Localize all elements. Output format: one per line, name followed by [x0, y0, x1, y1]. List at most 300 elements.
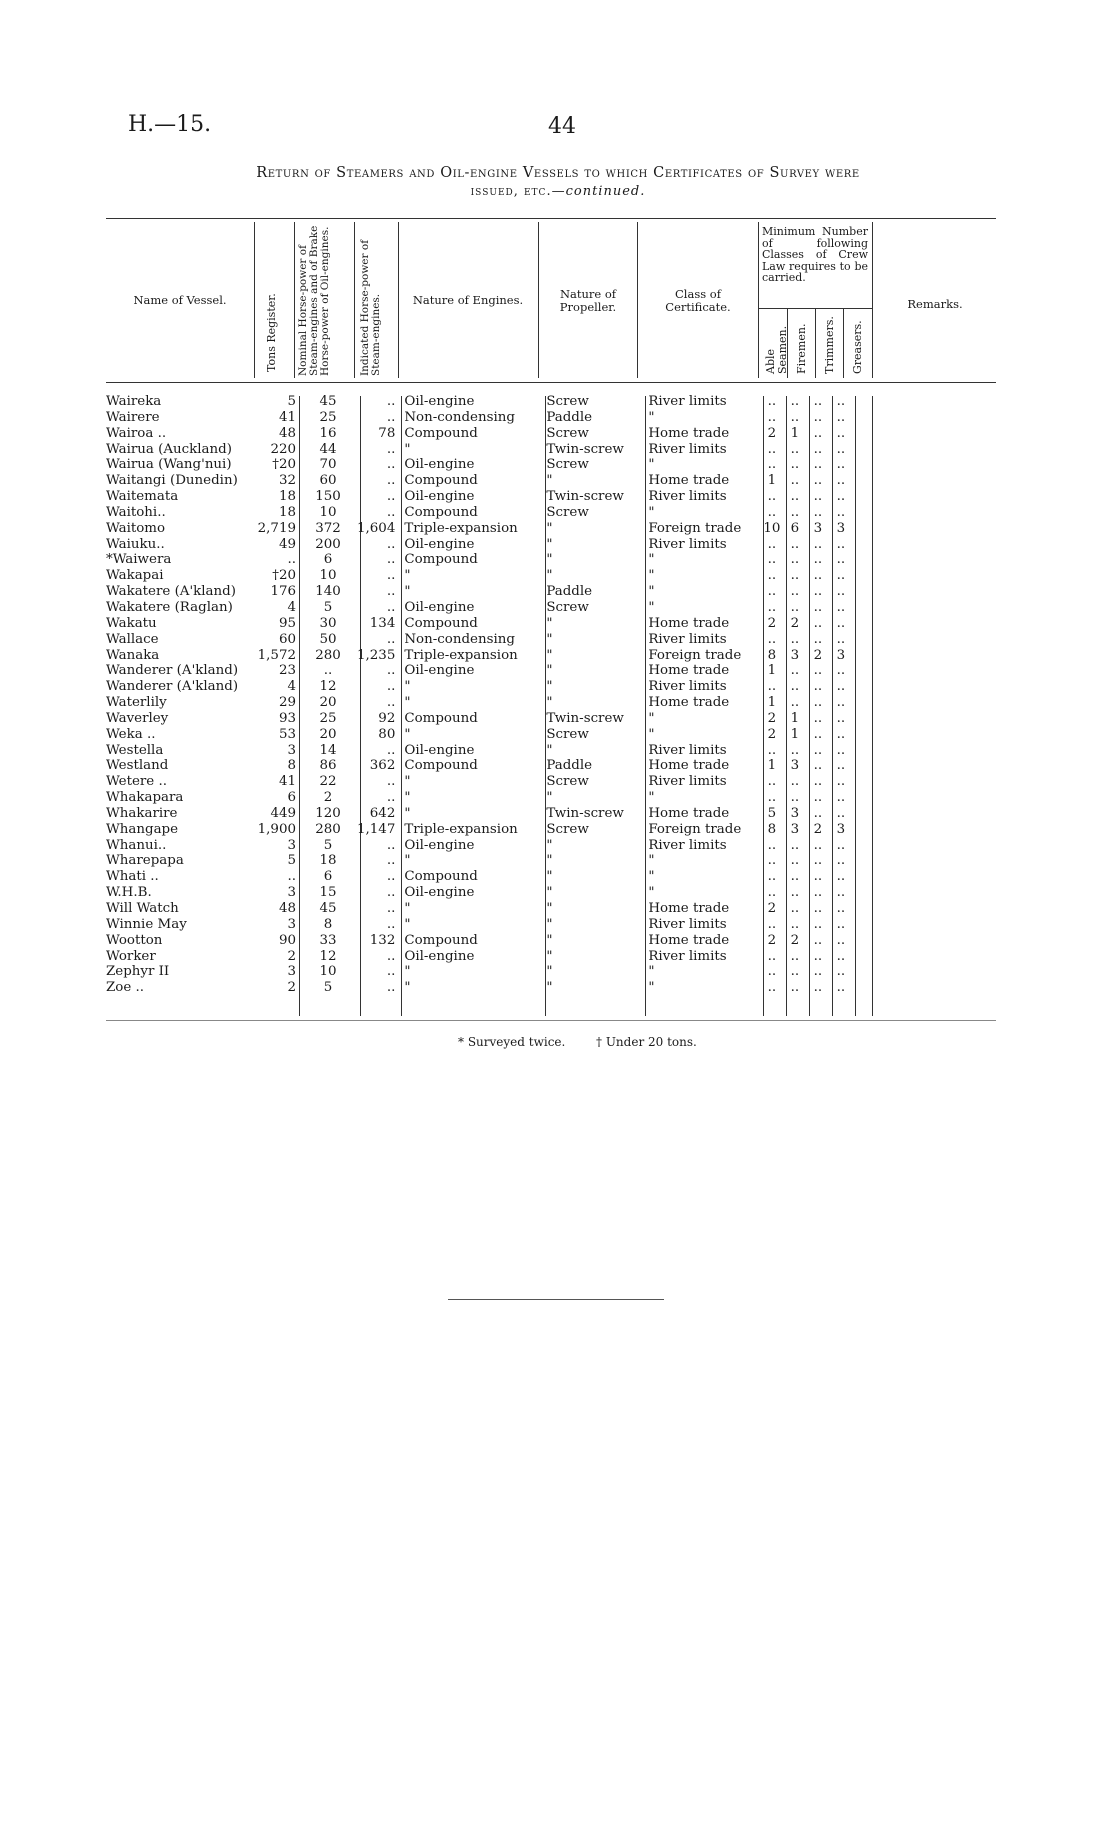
nature-of-engines: ": [404, 568, 411, 584]
indicated-horse-power: 134: [369, 615, 396, 631]
tons-register: 4: [287, 679, 296, 695]
end-rule: [448, 1299, 664, 1300]
greasers: ..: [836, 948, 846, 964]
vessel-name: Wallace: [106, 631, 159, 647]
nominal-horse-power: 70: [319, 457, 337, 473]
header-tons-register: Tons Register.: [265, 293, 278, 372]
able-seamen: 2: [767, 932, 777, 948]
vessel-name: Whakapara: [106, 790, 184, 806]
firemen: ..: [790, 695, 800, 711]
indicated-horse-power: ..: [386, 964, 396, 980]
nominal-horse-power: ..: [323, 663, 333, 679]
able-seamen: ..: [767, 916, 777, 932]
nominal-horse-power: 10: [319, 504, 337, 520]
able-seamen: 2: [767, 710, 777, 726]
nominal-horse-power: 25: [319, 409, 337, 425]
able-seamen: 5: [767, 805, 777, 821]
indicated-horse-power: ..: [386, 409, 396, 425]
able-seamen: ..: [767, 584, 777, 600]
indicated-horse-power: ..: [386, 679, 396, 695]
header-nominal-horse-power: Nominal Horse-power of Steam-engines and of Brake Horse-power of Oil-engines.: [297, 225, 331, 376]
nature-of-propeller: Screw: [546, 457, 589, 473]
class-of-certificate: River limits: [648, 536, 727, 552]
able-seamen: ..: [767, 457, 777, 473]
indicated-horse-power: ..: [386, 394, 396, 409]
nature-of-engines: Compound: [404, 425, 478, 441]
indicated-horse-power: ..: [386, 552, 396, 568]
tons-register: 8: [287, 758, 296, 774]
greasers: ..: [836, 441, 846, 457]
nature-of-engines: Oil-engine: [404, 536, 475, 552]
table-row: [106, 774, 967, 790]
nature-of-engines: Non-condensing: [404, 409, 515, 425]
able-seamen: ..: [767, 552, 777, 568]
firemen: ..: [790, 489, 800, 505]
trimmers: 2: [813, 647, 823, 663]
vessel-name: Wetere ..: [106, 774, 167, 790]
tons-register: 449: [270, 805, 296, 821]
table-row: [106, 600, 967, 616]
nature-of-propeller: ": [546, 473, 553, 489]
nature-of-propeller: ": [546, 695, 553, 711]
greasers: ..: [836, 901, 846, 916]
header-crew-minimum: Minimum Number of following Classes of Crew Law requires to be carried.: [762, 225, 868, 284]
tons-register: 1,900: [257, 821, 296, 837]
col-divider: [637, 222, 638, 378]
table-row: [106, 917, 967, 933]
trimmers: ..: [813, 457, 823, 473]
greasers: 3: [836, 647, 846, 663]
able-seamen: ..: [767, 631, 777, 647]
class-of-certificate: ": [648, 869, 655, 885]
tons-register: 3: [287, 837, 296, 853]
tons-register: 18: [278, 504, 296, 520]
indicated-horse-power: ..: [386, 869, 396, 885]
nominal-horse-power: 120: [315, 805, 341, 821]
nature-of-engines: ": [404, 853, 411, 869]
vessel-name: Wakatere (Raglan): [106, 599, 233, 615]
nominal-horse-power: 33: [319, 932, 337, 948]
firemen: 1: [790, 425, 800, 441]
table-row: [106, 806, 967, 822]
remarks: [852, 980, 967, 996]
class-of-certificate: ": [648, 790, 655, 806]
able-seamen: 8: [767, 647, 777, 663]
greasers: ..: [836, 710, 846, 726]
vessel-name: Winnie May: [106, 916, 187, 932]
nominal-horse-power: 6: [323, 869, 333, 885]
nature-of-engines: ": [404, 774, 411, 790]
firemen: ..: [790, 409, 800, 425]
trimmers: ..: [813, 869, 823, 885]
table-row: [106, 822, 967, 838]
class-of-certificate: ": [648, 726, 655, 742]
table-row: [106, 616, 967, 632]
remarks: [852, 442, 967, 458]
nature-of-propeller: Screw: [546, 599, 589, 615]
firemen: ..: [790, 980, 800, 996]
firemen: ..: [790, 869, 800, 885]
nominal-horse-power: 44: [319, 441, 337, 457]
trimmers: 2: [813, 821, 823, 837]
nature-of-propeller: ": [546, 568, 553, 584]
firemen: 3: [790, 647, 800, 663]
indicated-horse-power: 132: [369, 932, 396, 948]
greasers: ..: [836, 394, 846, 409]
col-divider: [354, 222, 355, 378]
greasers: ..: [836, 599, 846, 615]
nature-of-propeller: Screw: [546, 394, 589, 409]
trimmers: ..: [813, 932, 823, 948]
class-of-certificate: ": [648, 599, 655, 615]
firemen: ..: [790, 742, 800, 758]
table-row: [106, 901, 967, 917]
remarks: [852, 711, 967, 727]
col-divider: [758, 222, 759, 378]
nominal-horse-power: 18: [319, 853, 337, 869]
nature-of-engines: Compound: [404, 758, 478, 774]
nominal-horse-power: 2: [323, 790, 333, 806]
nominal-horse-power: 5: [323, 837, 333, 853]
header-nature-of-engines: Nature of Engines.: [412, 293, 524, 307]
table-row: [106, 964, 967, 980]
nominal-horse-power: 16: [319, 425, 337, 441]
nature-of-engines: ": [404, 964, 411, 980]
vessel-name: Wootton: [106, 932, 163, 948]
nature-of-propeller: Paddle: [546, 758, 593, 774]
able-seamen: ..: [767, 885, 777, 901]
nominal-horse-power: 150: [315, 489, 341, 505]
tons-register: 3: [287, 885, 296, 901]
nature-of-engines: ": [404, 726, 411, 742]
nature-of-propeller: ": [546, 932, 553, 948]
trimmers: ..: [813, 901, 823, 916]
greasers: ..: [836, 758, 846, 774]
firemen: ..: [790, 774, 800, 790]
nature-of-engines: ": [404, 805, 411, 821]
tons-register: 5: [287, 394, 296, 409]
trimmers: ..: [813, 663, 823, 679]
nominal-horse-power: 45: [319, 901, 337, 916]
table-row: [106, 758, 967, 774]
header-greasers: Greasers.: [851, 320, 864, 374]
indicated-horse-power: 1,235: [357, 647, 396, 663]
trimmers: ..: [813, 679, 823, 695]
able-seamen: ..: [767, 568, 777, 584]
tons-register: 18: [278, 489, 296, 505]
firemen: ..: [790, 584, 800, 600]
vessel-name: Whakarire: [106, 805, 178, 821]
remarks: [852, 426, 967, 442]
indicated-horse-power: 92: [378, 710, 396, 726]
firemen: 3: [790, 805, 800, 821]
col-divider: [254, 222, 255, 378]
vessel-name: Whati ..: [106, 869, 159, 885]
class-of-certificate: ": [648, 885, 655, 901]
nature-of-propeller: Twin-screw: [546, 805, 624, 821]
remarks: [852, 774, 967, 790]
indicated-horse-power: ..: [386, 885, 396, 901]
class-of-certificate: River limits: [648, 742, 727, 758]
indicated-horse-power: ..: [386, 948, 396, 964]
able-seamen: 2: [767, 901, 777, 916]
vessel-name: Wakapai: [106, 568, 164, 584]
nature-of-propeller: ": [546, 885, 553, 901]
table-row: [106, 521, 967, 537]
indicated-horse-power: ..: [386, 916, 396, 932]
remarks: [852, 964, 967, 980]
nominal-horse-power: 12: [319, 948, 337, 964]
tons-register: 23: [278, 663, 296, 679]
indicated-horse-power: ..: [386, 489, 396, 505]
nature-of-propeller: ": [546, 663, 553, 679]
remarks: [852, 727, 967, 743]
trimmers: ..: [813, 473, 823, 489]
nature-of-propeller: ": [546, 615, 553, 631]
vessel-name: Whangape: [106, 821, 179, 837]
indicated-horse-power: 78: [378, 425, 396, 441]
able-seamen: 8: [767, 821, 777, 837]
trimmers: ..: [813, 758, 823, 774]
greasers: ..: [836, 631, 846, 647]
class-of-certificate: River limits: [648, 837, 727, 853]
firemen: ..: [790, 901, 800, 916]
nature-of-propeller: Screw: [546, 774, 589, 790]
indicated-horse-power: ..: [386, 457, 396, 473]
greasers: ..: [836, 916, 846, 932]
table-row: [106, 537, 967, 553]
vessel-name: Zoe ..: [106, 980, 145, 996]
nature-of-propeller: Screw: [546, 726, 589, 742]
nominal-horse-power: 372: [315, 520, 341, 536]
vessel-name: Wairua (Wang'nui): [106, 457, 232, 473]
remarks: [852, 457, 967, 473]
nominal-horse-power: 86: [319, 758, 337, 774]
firemen: ..: [790, 663, 800, 679]
nature-of-engines: Compound: [404, 615, 478, 631]
remarks: [852, 616, 967, 632]
nature-of-propeller: Screw: [546, 821, 589, 837]
indicated-horse-power: 1,147: [357, 821, 396, 837]
firemen: 2: [790, 932, 800, 948]
nature-of-propeller: ": [546, 901, 553, 916]
table-row: [106, 933, 967, 949]
firemen: ..: [790, 916, 800, 932]
greasers: ..: [836, 726, 846, 742]
remarks: [852, 901, 967, 917]
nature-of-engines: ": [404, 980, 411, 996]
class-of-certificate: Foreign trade: [648, 520, 742, 536]
nominal-horse-power: 8: [323, 916, 333, 932]
trimmers: ..: [813, 568, 823, 584]
nature-of-propeller: ": [546, 964, 553, 980]
indicated-horse-power: ..: [386, 853, 396, 869]
trimmers: ..: [813, 394, 823, 409]
class-of-certificate: River limits: [648, 394, 727, 409]
table-row: [106, 679, 967, 695]
nature-of-propeller: ": [546, 837, 553, 853]
indicated-horse-power: ..: [386, 742, 396, 758]
remarks: [852, 537, 967, 553]
tons-register: 49: [278, 536, 296, 552]
nature-of-engines: ": [404, 679, 411, 695]
class-of-certificate: ": [648, 964, 655, 980]
tons-register: 93: [278, 710, 296, 726]
table-row: [106, 838, 967, 854]
nature-of-engines: Oil-engine: [404, 663, 475, 679]
remarks: [852, 743, 967, 759]
nature-of-engines: Triple-expansion: [404, 520, 518, 536]
trimmers: 3: [813, 520, 823, 536]
class-of-certificate: ": [648, 568, 655, 584]
nominal-horse-power: 12: [319, 679, 337, 695]
greasers: 3: [836, 821, 846, 837]
col-divider: [843, 308, 844, 378]
col-divider: [872, 222, 873, 378]
tons-register: 2: [287, 948, 296, 964]
remarks: [852, 473, 967, 489]
vessel-name: Wanaka: [106, 647, 160, 663]
indicated-horse-power: 1,604: [357, 520, 396, 536]
remarks: [852, 552, 967, 568]
indicated-horse-power: ..: [386, 663, 396, 679]
nature-of-engines: ": [404, 790, 411, 806]
greasers: ..: [836, 964, 846, 980]
table-row: [106, 885, 967, 901]
tons-register: 3: [287, 964, 296, 980]
footnote-under-20-tons: † Under 20 tons.: [596, 1035, 697, 1049]
nature-of-propeller: ": [546, 647, 553, 663]
nature-of-engines: Oil-engine: [404, 489, 475, 505]
remarks: [852, 505, 967, 521]
nominal-horse-power: 200: [315, 536, 341, 552]
vessel-name: Whanui..: [106, 837, 167, 853]
remarks: [852, 917, 967, 933]
nature-of-propeller: Paddle: [546, 409, 593, 425]
class-of-certificate: Home trade: [648, 695, 730, 711]
tons-register: 2,719: [257, 520, 296, 536]
nominal-horse-power: 20: [319, 695, 337, 711]
header-class-of-certificate: Class of Certificate.: [665, 287, 731, 314]
table-row: [106, 394, 967, 410]
able-seamen: ..: [767, 679, 777, 695]
header-trimmers: Trimmers.: [823, 316, 836, 374]
nominal-horse-power: 20: [319, 726, 337, 742]
document-reference: H.—15.: [128, 112, 212, 137]
greasers: ..: [836, 425, 846, 441]
remarks: [852, 521, 967, 537]
class-of-certificate: River limits: [648, 441, 727, 457]
tons-register: 48: [278, 901, 296, 916]
nature-of-engines: Oil-engine: [404, 394, 475, 409]
header-top-rule: [106, 218, 996, 219]
class-of-certificate: Home trade: [648, 901, 730, 916]
trimmers: ..: [813, 853, 823, 869]
firemen: ..: [790, 790, 800, 806]
nominal-horse-power: 280: [315, 821, 341, 837]
nature-of-propeller: Twin-screw: [546, 441, 624, 457]
header-firemen: Firemen.: [795, 323, 808, 374]
able-seamen: ..: [767, 964, 777, 980]
col-divider: [815, 308, 816, 378]
indicated-horse-power: ..: [386, 536, 396, 552]
tons-register: 2: [287, 980, 296, 996]
firemen: ..: [790, 599, 800, 615]
firemen: ..: [790, 536, 800, 552]
remarks: [852, 790, 967, 806]
able-seamen: ..: [767, 837, 777, 853]
nominal-horse-power: 60: [319, 473, 337, 489]
remarks: [852, 695, 967, 711]
able-seamen: 1: [767, 695, 777, 711]
vessel-table: [106, 394, 967, 996]
firemen: ..: [790, 441, 800, 457]
remarks: [852, 758, 967, 774]
greasers: ..: [836, 742, 846, 758]
trimmers: ..: [813, 837, 823, 853]
nominal-horse-power: 280: [315, 647, 341, 663]
table-row: [106, 473, 967, 489]
greasers: ..: [836, 885, 846, 901]
nature-of-engines: Non-condensing: [404, 631, 515, 647]
firemen: ..: [790, 885, 800, 901]
trimmers: ..: [813, 774, 823, 790]
tons-register: 6: [287, 790, 296, 806]
nominal-horse-power: 140: [315, 584, 341, 600]
vessel-name: Waitohi..: [106, 504, 166, 520]
greasers: ..: [836, 504, 846, 520]
col-divider: [398, 222, 399, 378]
indicated-horse-power: ..: [386, 504, 396, 520]
greasers: ..: [836, 584, 846, 600]
header-indicated-horse-power: Indicated Horse-power of Steam-engines.: [359, 239, 382, 376]
subtitle-italic: continued.: [565, 184, 646, 199]
nature-of-propeller: ": [546, 980, 553, 996]
class-of-certificate: River limits: [648, 679, 727, 695]
able-seamen: 1: [767, 663, 777, 679]
tons-register: 48: [278, 425, 296, 441]
able-seamen: ..: [767, 489, 777, 505]
header-remarks: Remarks.: [907, 297, 963, 311]
trimmers: ..: [813, 552, 823, 568]
header-able-seamen: Able Seamen.: [764, 325, 789, 374]
vessel-name: Will Watch: [106, 901, 179, 916]
vessel-name: Worker: [106, 948, 156, 964]
tons-register: 3: [287, 916, 296, 932]
remarks: [852, 949, 967, 965]
nominal-horse-power: 22: [319, 774, 337, 790]
class-of-certificate: Home trade: [648, 473, 730, 489]
trimmers: ..: [813, 790, 823, 806]
class-of-certificate: Home trade: [648, 663, 730, 679]
table-row: [106, 790, 967, 806]
tons-register: 60: [278, 631, 296, 647]
trimmers: ..: [813, 726, 823, 742]
firemen: ..: [790, 679, 800, 695]
able-seamen: ..: [767, 599, 777, 615]
class-of-certificate: Home trade: [648, 425, 730, 441]
nature-of-propeller: ": [546, 679, 553, 695]
vessel-name: Waiuku..: [106, 536, 165, 552]
class-of-certificate: ": [648, 710, 655, 726]
class-of-certificate: ": [648, 584, 655, 600]
vessel-name: Zephyr II: [106, 964, 170, 980]
indicated-horse-power: ..: [386, 599, 396, 615]
remarks: [852, 806, 967, 822]
nature-of-engines: Triple-expansion: [404, 821, 518, 837]
nominal-horse-power: 5: [323, 980, 333, 996]
firemen: 1: [790, 726, 800, 742]
